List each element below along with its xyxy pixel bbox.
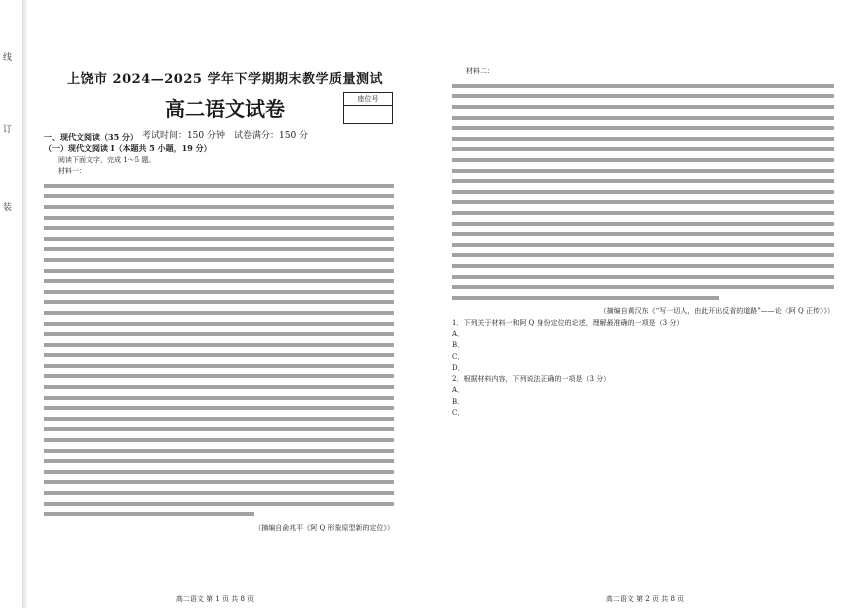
binding-mark: 订 xyxy=(3,125,13,135)
exam-meta: 考试时间：150 分钟 试卷满分：150 分 xyxy=(141,131,309,141)
body-text-block xyxy=(452,84,834,300)
binding-mark: 线 xyxy=(3,53,13,63)
page-footer: 高二语文 第 1 页 共 8 页 xyxy=(175,595,255,603)
paper-title: 高二语文试卷 xyxy=(165,97,285,121)
body-text-block xyxy=(44,184,394,516)
q2-option-a: A． xyxy=(452,386,465,395)
source-citation: （摘编自黄汉东《“写一切人，由此开出反省的道路”——论〈阿 Q 正传〉》） xyxy=(599,307,834,316)
exam-header xyxy=(60,68,390,141)
scan-shadow xyxy=(22,0,28,608)
subsection-heading: （一）现代文阅读 I（本题共 5 小题，19 分） xyxy=(44,143,212,154)
material-label: 材料二： xyxy=(466,67,494,75)
q1-option-a: A． xyxy=(452,329,465,338)
page-footer: 高二语文 第 2 页 共 8 页 xyxy=(605,595,685,603)
right-column xyxy=(452,66,834,419)
seat-number-box xyxy=(343,92,393,124)
q2-option-b: B． xyxy=(452,397,465,406)
left-column xyxy=(44,132,394,534)
material-label: 材料一： xyxy=(58,166,86,175)
question-1: 1．下列关于材料一和阿 Q 身份定位的论述，理解最准确的一项是（3 分） xyxy=(452,318,684,327)
seat-label: 座位号 xyxy=(344,93,392,106)
question-2: 2．根据材料内容，下列说法正确的一项是（3 分） xyxy=(452,375,611,384)
q1-option-c: C． xyxy=(452,352,465,361)
q1-option-b: B． xyxy=(452,341,465,350)
q1-option-d: D． xyxy=(452,363,465,372)
binding-mark: 装 xyxy=(3,203,13,213)
section-heading: 一、现代文阅读（35 分） xyxy=(44,132,138,142)
school-title: 上饶市 2024—2025 学年下学期期末教学质量测试 xyxy=(67,72,383,87)
page-2 xyxy=(430,0,860,608)
source-citation: （摘编自俞兆平《阿 Q 形象原型新的定位》） xyxy=(254,523,394,532)
binding-margin xyxy=(0,0,22,608)
q2-option-c: C． xyxy=(452,409,465,418)
instruction: 阅读下面文字，完成 1～5 题。 xyxy=(58,155,156,164)
